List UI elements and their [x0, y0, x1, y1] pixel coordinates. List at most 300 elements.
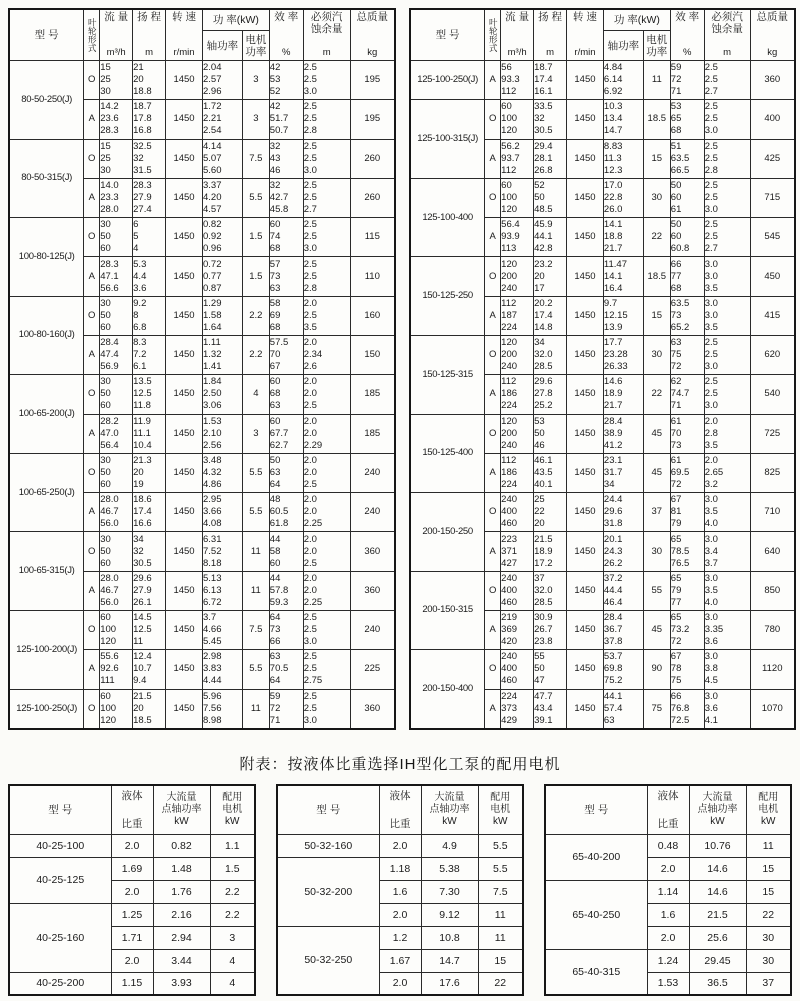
impeller-type-cell: O: [84, 61, 100, 100]
impeller-type-cell: A: [84, 257, 100, 296]
table-body: [9, 61, 395, 729]
speed-cell: 1450: [166, 493, 203, 532]
model-cell: 150-125-400: [410, 414, 485, 493]
col-header-shaft-power: 大流量 点轴功率 kW: [421, 785, 478, 835]
table-header: [9, 9, 395, 61]
mass-cell: 415: [750, 296, 795, 335]
model-cell: 50-32-160: [277, 834, 379, 857]
model-cell: 65-40-315: [545, 949, 647, 995]
shaft-power-cell: 4.84 6.14 6.92: [603, 61, 643, 100]
mass-cell: 185: [350, 414, 395, 453]
npsh-cell: 2.5 2.5 2.7: [303, 178, 350, 217]
spec-row: [410, 178, 795, 217]
col-header-impeller: [84, 9, 100, 61]
impeller-type-cell: O: [485, 571, 501, 610]
speed-cell: 1450: [567, 257, 604, 296]
npsh-cell: 2.5 2.5 3.0: [303, 139, 350, 178]
flow-cell: 14.2 23.6 28.3: [100, 100, 133, 139]
npsh-cell: 3.0 3.8 4.5: [704, 650, 750, 689]
efficiency-cell: 32 42.7 45.8: [269, 178, 303, 217]
table-header: [410, 9, 795, 61]
appendix-title: 附表：按液体比重选择IH型化工泵的配用电机: [239, 755, 561, 773]
npsh-unit-label: m: [723, 47, 732, 58]
flow-cell: 55.6 92.6 111: [100, 650, 133, 689]
mass-header-label: 总质量: [356, 11, 389, 23]
table-body: [410, 61, 795, 729]
shaft-power-cell: 14.6: [689, 857, 746, 880]
mass-cell: 545: [750, 218, 795, 257]
motor-row: [545, 834, 791, 857]
spec-row: [410, 571, 795, 610]
speed-cell: 1450: [567, 296, 604, 335]
mass-cell: 360: [350, 689, 395, 729]
shaft-power-cell: 17.7 23.28 26.33: [603, 335, 643, 374]
impeller-header-label: 叶轮形式: [488, 18, 499, 52]
shaft-power-cell: 1.72 2.21 2.54: [202, 100, 242, 139]
mass-cell: 160: [350, 296, 395, 335]
head-cell: 9.2 8 6.8: [133, 296, 166, 335]
flow-cell: 60 100 120: [100, 610, 133, 649]
mass-cell: 825: [750, 453, 795, 492]
efficiency-header-label: 效 率: [274, 11, 299, 23]
npsh-cell: 2.5 2.5 3.0: [704, 335, 750, 374]
speed-cell: 1450: [567, 493, 604, 532]
pump-spec-table-left: [8, 8, 396, 730]
speed-unit-label: r/min: [173, 47, 195, 58]
flow-cell: 30 50 60: [100, 532, 133, 571]
head-cell: 14.5 12.5 11: [133, 610, 166, 649]
shaft-power-cell: 28.4 36.7 37.8: [603, 610, 643, 649]
col-header-shaft-power: 轴功率: [202, 31, 242, 61]
spec-row: [410, 257, 795, 296]
speed-cell: 1450: [567, 335, 604, 374]
npsh-cell: 2.0 2.5 3.5: [303, 296, 350, 335]
flow-cell: 112 187 224: [501, 296, 534, 335]
speed-cell: 1450: [166, 178, 203, 217]
shaft-power-cell: 44.1 57.4 63: [603, 689, 643, 729]
table-body: [9, 834, 255, 995]
mass-cell: 360: [350, 571, 395, 610]
impeller-type-cell: A: [485, 218, 501, 257]
col-header-shaft-power: 大流量 点轴功率 kW: [153, 785, 210, 835]
mass-cell: 195: [350, 61, 395, 100]
impeller-type-cell: O: [84, 296, 100, 335]
flow-cell: 223 371 427: [501, 532, 534, 571]
npsh-cell: 2.0 2.34 2.6: [303, 335, 350, 374]
col-header-gravity: 液体 比重: [647, 785, 689, 835]
head-cell: 18.6 17.4 16.6: [133, 493, 166, 532]
speed-cell: 1450: [567, 375, 604, 414]
spec-row: [9, 218, 395, 257]
model-cell: 125-100-250(J): [410, 61, 485, 100]
mass-cell: 225: [350, 650, 395, 689]
shaft-power-cell: 14.6 18.9 21.7: [603, 375, 643, 414]
efficiency-cell: 63 75 72: [670, 335, 704, 374]
flow-cell: 15 25 30: [100, 61, 133, 100]
table-header: [545, 785, 791, 835]
head-cell: 11.9 11.1 10.4: [133, 414, 166, 453]
shaft-power-cell: 0.72 0.77 0.87: [202, 257, 242, 296]
shaft-power-cell: 17.6: [421, 972, 478, 995]
table-body: [545, 834, 791, 995]
gravity-cell: 1.53: [647, 972, 689, 995]
spec-row: [410, 100, 795, 139]
npsh-cell: 2.0 2.8 3.5: [704, 414, 750, 453]
head-cell: 25 22 20: [534, 493, 567, 532]
speed-cell: 1450: [567, 139, 604, 178]
flow-cell: 30 50 60: [100, 218, 133, 257]
shaft-power-cell: 7.30: [421, 880, 478, 903]
flow-cell: 56.4 93.9 113: [501, 218, 534, 257]
motor-power-cell: 5.5: [478, 834, 523, 857]
spec-row: [9, 453, 395, 492]
model-cell: 150-125-250: [410, 257, 485, 336]
col-header-motor-power: 配用 电机 kW: [746, 785, 791, 835]
head-cell: 52 50 48.5: [534, 178, 567, 217]
gravity-cell: 2.0: [111, 834, 153, 857]
efficiency-cell: 65 79 77: [670, 571, 704, 610]
motor-power-cell: 30: [643, 178, 670, 217]
efficiency-cell: 67 81 79: [670, 493, 704, 532]
flow-cell: 56.2 93.7 112: [501, 139, 534, 178]
motor-power-cell: 1.5: [242, 218, 269, 257]
motor-power-cell: 5.5: [242, 650, 269, 689]
npsh-cell: 2.5 2.5 2.8: [303, 100, 350, 139]
head-cell: 37 32.0 28.5: [534, 571, 567, 610]
head-cell: 46.1 43.5 40.1: [534, 453, 567, 492]
mass-cell: 185: [350, 375, 395, 414]
efficiency-cell: 61 70 73: [670, 414, 704, 453]
motor-power-cell: 3: [242, 100, 269, 139]
efficiency-cell: 53 65 68: [670, 100, 704, 139]
model-cell: 50-32-200: [277, 857, 379, 926]
gravity-cell: 2.0: [111, 949, 153, 972]
shaft-power-cell: 14.6: [689, 880, 746, 903]
gravity-cell: 2.0: [379, 972, 421, 995]
head-cell: 28.3 27.9 27.4: [133, 178, 166, 217]
shaft-power-cell: 14.1 18.8 21.7: [603, 218, 643, 257]
col-header-gravity: 液体 比重: [111, 785, 153, 835]
shaft-power-cell: 0.82 0.92 0.96: [202, 218, 242, 257]
spec-row: [410, 493, 795, 532]
col-header-motor-power: 配用 电机 kW: [210, 785, 255, 835]
impeller-type-cell: A: [84, 100, 100, 139]
flow-cell: 240 400 460: [501, 571, 534, 610]
head-cell: 29.6 27.9 26.1: [133, 571, 166, 610]
mass-cell: 425: [750, 139, 795, 178]
flow-cell: 28.0 46.7 56.0: [100, 493, 133, 532]
efficiency-cell: 44 58 60: [269, 532, 303, 571]
col-header-model: 型 号: [277, 785, 379, 835]
motor-row: [277, 926, 523, 949]
impeller-type-cell: A: [485, 610, 501, 649]
shaft-power-cell: 10.76: [689, 834, 746, 857]
shaft-power-cell: 1.11 1.32 1.41: [202, 335, 242, 374]
efficiency-cell: 60 68 63: [269, 375, 303, 414]
col-header-shaft-power: 大流量 点轴功率 kW: [689, 785, 746, 835]
head-cell: 21.5 18.9 17.2: [534, 532, 567, 571]
efficiency-cell: 65 73.2 72: [670, 610, 704, 649]
npsh-cell: 2.5 2.5 2.75: [303, 650, 350, 689]
shaft-power-cell: 5.13 6.13 6.72: [202, 571, 242, 610]
flow-unit-label: m³/h: [507, 47, 527, 58]
mass-cell: 110: [350, 257, 395, 296]
npsh-cell: 3.0 3.6 4.1: [704, 689, 750, 729]
motor-power-cell: 45: [643, 610, 670, 649]
motor-selection-tables: [0, 774, 800, 997]
speed-cell: 1450: [567, 61, 604, 100]
head-unit-label: m: [546, 47, 555, 58]
efficiency-cell: 57 73 63: [269, 257, 303, 296]
efficiency-header-label: 效 率: [675, 11, 700, 23]
gravity-cell: 1.67: [379, 949, 421, 972]
efficiency-cell: 32 43 46: [269, 139, 303, 178]
motor-power-cell: 15: [746, 880, 791, 903]
npsh-cell: 3.0 3.5 4.0: [704, 571, 750, 610]
table-header: [277, 785, 523, 835]
shaft-power-cell: 6.31 7.52 8.18: [202, 532, 242, 571]
model-cell: 150-125-315: [410, 335, 485, 414]
motor-power-cell: 1.5: [210, 857, 255, 880]
head-cell: 29.4 28.1 26.8: [534, 139, 567, 178]
motor-power-cell: 7.5: [478, 880, 523, 903]
motor-power-cell: 5.5: [242, 178, 269, 217]
flow-cell: 60 100 120: [501, 178, 534, 217]
motor-power-cell: 30: [643, 335, 670, 374]
motor-row: [9, 972, 255, 995]
flow-cell: 30 50 60: [100, 296, 133, 335]
head-cell: 45.9 44.1 42.8: [534, 218, 567, 257]
npsh-cell: 2.5 2.5 3.0: [704, 178, 750, 217]
shaft-power-cell: 1.48: [153, 857, 210, 880]
motor-row: [9, 903, 255, 926]
motor-power-cell: 2.2: [242, 335, 269, 374]
speed-cell: 1450: [166, 571, 203, 610]
speed-cell: 1450: [567, 178, 604, 217]
impeller-type-cell: A: [485, 453, 501, 492]
mass-header-label: 总质量: [756, 11, 789, 23]
efficiency-cell: 58 69 68: [269, 296, 303, 335]
motor-power-cell: 7.5: [242, 610, 269, 649]
spec-row: [9, 375, 395, 414]
efficiency-cell: 57.5 70 67: [269, 335, 303, 374]
col-header-model: [410, 9, 485, 61]
shaft-power-cell: 5.96 7.56 8.98: [202, 689, 242, 729]
motor-power-cell: 75: [643, 689, 670, 729]
head-unit-label: m: [145, 47, 154, 58]
head-cell: 8.3 7.2 6.1: [133, 335, 166, 374]
motor-row: [545, 880, 791, 903]
impeller-type-cell: O: [84, 453, 100, 492]
head-cell: 29.6 27.8 25.2: [534, 375, 567, 414]
model-cell: 125-100-250(J): [9, 689, 84, 729]
col-header-mass: [750, 9, 795, 61]
shaft-power-cell: 8.83 11.3 12.3: [603, 139, 643, 178]
shaft-power-cell: 14.7: [421, 949, 478, 972]
spec-row: [410, 335, 795, 374]
motor-power-cell: 18.5: [643, 100, 670, 139]
model-header-label: 型 号: [34, 29, 59, 41]
speed-header-label: 转 速: [573, 11, 597, 23]
flow-cell: 28.3 47.1 56.6: [100, 257, 133, 296]
head-cell: 53 50 46: [534, 414, 567, 453]
npsh-cell: 2.5 2.5 2.7: [704, 61, 750, 100]
mass-cell: 715: [750, 178, 795, 217]
shaft-power-cell: 23.1 31.7 34: [603, 453, 643, 492]
efficiency-cell: 67 78 75: [670, 650, 704, 689]
gravity-cell: 1.2: [379, 926, 421, 949]
mass-cell: 710: [750, 493, 795, 532]
npsh-cell: 3.0 3.5 4.0: [704, 493, 750, 532]
motor-power-cell: 1.5: [242, 257, 269, 296]
efficiency-cell: 64 73 66: [269, 610, 303, 649]
speed-cell: 1450: [166, 257, 203, 296]
shaft-power-cell: 53.7 69.8 75.2: [603, 650, 643, 689]
flow-cell: 120 200 240: [501, 414, 534, 453]
efficiency-cell: 60 67.7 62.7: [269, 414, 303, 453]
motor-power-cell: 18.5: [643, 257, 670, 296]
col-header-npsh: [704, 9, 750, 61]
speed-cell: 1450: [166, 375, 203, 414]
efficiency-cell: 59 72 71: [269, 689, 303, 729]
flow-cell: 120 200 240: [501, 335, 534, 374]
motor-power-cell: 3: [242, 414, 269, 453]
motor-power-cell: 4: [210, 949, 255, 972]
impeller-type-cell: A: [485, 689, 501, 729]
col-header-motor-power: 电机 功率: [242, 31, 269, 61]
speed-cell: 1450: [567, 610, 604, 649]
speed-cell: 1450: [567, 532, 604, 571]
flow-cell: 219 369 420: [501, 610, 534, 649]
speed-cell: 1450: [166, 650, 203, 689]
shaft-power-cell: 3.37 4.20 4.57: [202, 178, 242, 217]
impeller-type-cell: O: [84, 610, 100, 649]
impeller-type-cell: A: [84, 414, 100, 453]
motor-power-cell: 15: [643, 296, 670, 335]
shaft-power-cell: 3.93: [153, 972, 210, 995]
shaft-power-cell: 3.48 4.32 4.86: [202, 453, 242, 492]
flow-cell: 112 186 224: [501, 375, 534, 414]
motor-power-cell: 11: [242, 532, 269, 571]
flow-cell: 28.2 47.0 56.4: [100, 414, 133, 453]
motor-power-cell: 45: [643, 453, 670, 492]
impeller-type-cell: O: [84, 689, 100, 729]
table-body: [277, 834, 523, 995]
flow-cell: 28.0 46.7 56.0: [100, 571, 133, 610]
impeller-type-cell: O: [84, 139, 100, 178]
head-cell: 21 20 18.8: [133, 61, 166, 100]
flow-cell: 60 100 120: [100, 689, 133, 729]
speed-unit-label: r/min: [574, 47, 596, 58]
efficiency-cell: 50 60 61: [670, 178, 704, 217]
impeller-type-cell: O: [485, 100, 501, 139]
shaft-power-cell: 0.82: [153, 834, 210, 857]
model-cell: 40-25-125: [9, 857, 111, 903]
col-header-speed: [567, 9, 604, 61]
impeller-type-cell: O: [485, 414, 501, 453]
shaft-power-cell: 10.8: [421, 926, 478, 949]
flow-unit-label: m³/h: [106, 47, 126, 58]
impeller-type-cell: A: [84, 571, 100, 610]
flow-cell: 14.0 23.3 28.0: [100, 178, 133, 217]
motor-power-cell: 5.5: [478, 857, 523, 880]
mass-unit-label: kg: [367, 47, 378, 58]
head-cell: 6 5 4: [133, 218, 166, 257]
col-header-model: 型 号: [9, 785, 111, 835]
head-cell: 21.3 20 19: [133, 453, 166, 492]
npsh-header-label: 必须汽 蚀余量: [310, 11, 343, 35]
motor-power-cell: 4: [210, 972, 255, 995]
npsh-cell: 2.5 2.5 3.0: [303, 61, 350, 100]
col-header-efficiency: [670, 9, 704, 61]
efficiency-cell: 63.5 73 65.2: [670, 296, 704, 335]
model-cell: 100-65-250(J): [9, 453, 84, 532]
speed-cell: 1450: [567, 414, 604, 453]
efficiency-cell: 42 53 52: [269, 61, 303, 100]
model-cell: 40-25-100: [9, 834, 111, 857]
motor-power-cell: 37: [746, 972, 791, 995]
spec-row: [9, 61, 395, 100]
speed-cell: 1450: [567, 218, 604, 257]
gravity-cell: 1.14: [647, 880, 689, 903]
npsh-cell: 2.5 2.5 2.8: [303, 257, 350, 296]
head-cell: 34 32.0 28.5: [534, 335, 567, 374]
efficiency-cell: 61 69.5 72: [670, 453, 704, 492]
model-cell: 80-50-250(J): [9, 61, 84, 140]
motor-power-cell: 30: [643, 532, 670, 571]
spec-row: [9, 689, 395, 729]
speed-cell: 1450: [166, 453, 203, 492]
impeller-header-label: 叶轮形式: [87, 18, 98, 52]
impeller-type-cell: A: [485, 375, 501, 414]
spec-row: [410, 61, 795, 100]
motor-row: [277, 857, 523, 880]
impeller-type-cell: O: [84, 375, 100, 414]
motor-table-65-40: [544, 784, 792, 997]
efficiency-cell: 62 74.7 71: [670, 375, 704, 414]
shaft-power-cell: 37.2 44.4 46.4: [603, 571, 643, 610]
impeller-type-cell: A: [84, 493, 100, 532]
motor-power-cell: 30: [746, 926, 791, 949]
shaft-power-cell: 29.45: [689, 949, 746, 972]
head-header-label: 扬 程: [538, 11, 563, 23]
spec-row: [9, 532, 395, 571]
efficiency-cell: 60 74 68: [269, 218, 303, 257]
motor-power-cell: 11: [643, 61, 670, 100]
model-cell: 100-65-200(J): [9, 375, 84, 454]
col-header-flow: [100, 9, 133, 61]
mass-cell: 240: [350, 453, 395, 492]
speed-cell: 1450: [567, 453, 604, 492]
col-header-power: 功 率(kW): [202, 9, 269, 31]
shaft-power-cell: 20.1 24.3 26.2: [603, 532, 643, 571]
head-cell: 21.5 20 18.5: [133, 689, 166, 729]
gravity-cell: 1.15: [111, 972, 153, 995]
spec-row: [410, 414, 795, 453]
npsh-cell: 2.5 2.5 3.0: [704, 100, 750, 139]
gravity-cell: 1.6: [379, 880, 421, 903]
motor-power-cell: 1.1: [210, 834, 255, 857]
model-cell: 125-100-400: [410, 178, 485, 257]
speed-cell: 1450: [166, 61, 203, 100]
motor-power-cell: 30: [746, 949, 791, 972]
npsh-unit-label: m: [322, 47, 331, 58]
model-cell: 65-40-200: [545, 834, 647, 880]
impeller-type-cell: O: [84, 218, 100, 257]
mass-cell: 400: [750, 100, 795, 139]
spec-row: [9, 610, 395, 649]
gravity-cell: 1.18: [379, 857, 421, 880]
